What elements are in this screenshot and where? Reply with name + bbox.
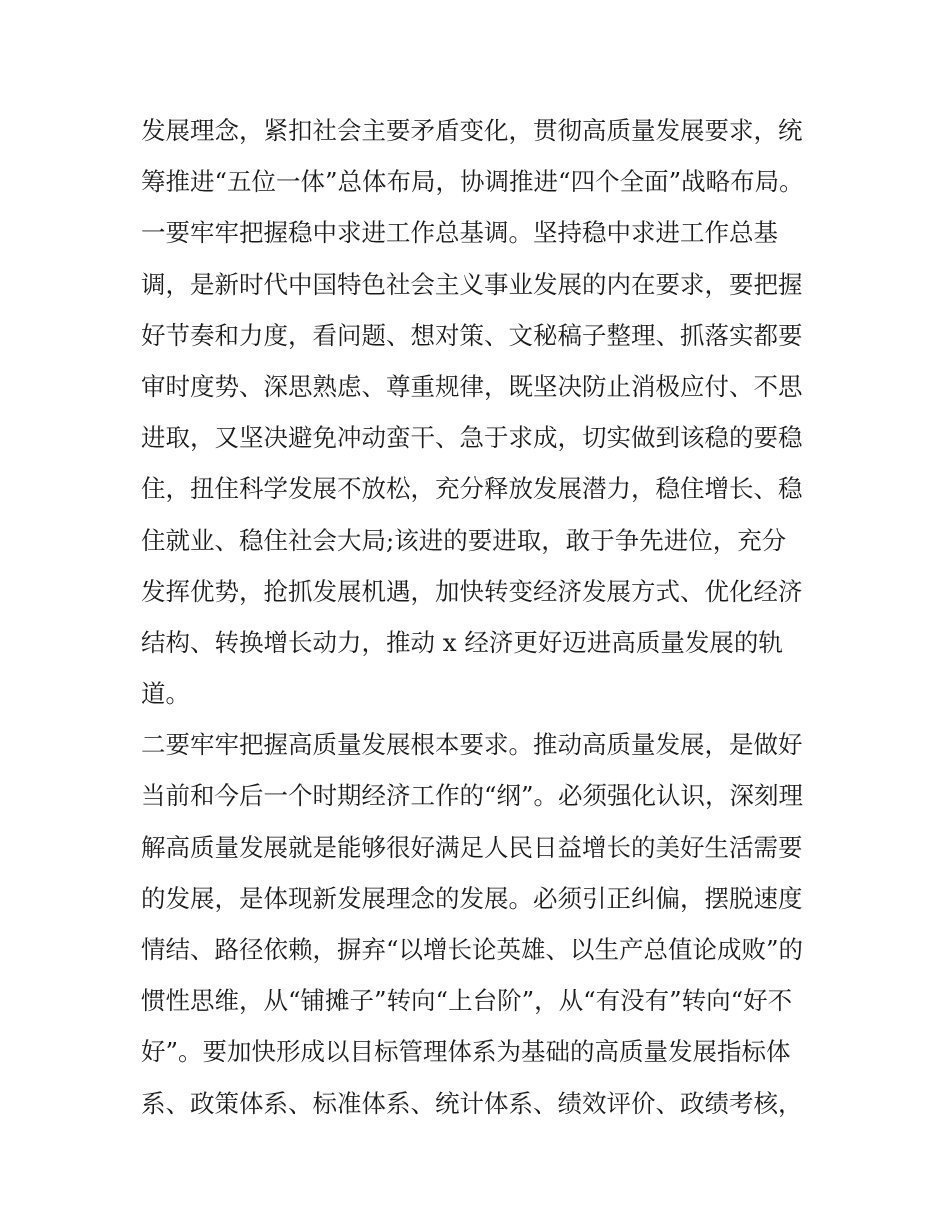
text-line: 二要牢牢把握高质量发展根本要求。推动高质量发展，是做好 <box>141 730 803 760</box>
text-line: 惯性思维，从“铺摊子”转向“上台阶”，从“有没有”转向“好不 <box>141 986 793 1016</box>
text-line: 道。 <box>141 679 190 709</box>
text-line: 住就业、稳住社会大局;该进的要进取，敢于争先进位，充分 <box>141 525 787 555</box>
text-line: 发挥优势，抢抓发展机遇，加快转变经济发展方式、优化经济 <box>141 576 803 606</box>
text-line: 住，扭住科学发展不放松，充分释放发展潜力，稳住增长、稳 <box>141 474 803 504</box>
body-text <box>141 105 821 1129</box>
text-line: 进取，又坚决避免冲动蛮干、急于求成，切实做到该稳的要稳 <box>141 423 803 453</box>
text-line: 好节奏和力度，看问题、想对策、文秘稿子整理、抓落实都要 <box>141 320 803 350</box>
text-line: 一要牢牢把握稳中求进工作总基调。坚持稳中求进工作总基 <box>141 218 778 248</box>
text-line: 情结、路径依赖，摒弃“以增长论英雄、以生产总值论成败”的 <box>141 935 804 964</box>
text-line: 好”。要加快形成以目标管理体系为基础的高质量发展指标体 <box>141 1037 791 1067</box>
text-line: 调，是新时代中国特色社会主义事业发展的内在要求，要把握 <box>141 269 803 299</box>
text-line: 系、政策体系、标准体系、统计体系、绩效评价、政绩考核， <box>141 1088 803 1118</box>
text-line: 当前和今后一个时期经济工作的“纲”。必须强化认识，深刻理 <box>141 781 804 811</box>
text-line: 的发展，是体现新发展理念的发展。必须引正纠偏，摆脱速度 <box>141 883 803 913</box>
text-line: 筹推进“五位一体”总体布局，协调推进“四个全面”战略布局。 <box>141 167 804 197</box>
text-line: 结构、转换增长动力，推动 x 经济更好迈进高质量发展的轨 <box>141 627 783 657</box>
text-line: 解高质量发展就是能够很好满足人民日益增长的美好生活需要 <box>141 832 803 862</box>
text-line: 审时度势、深思熟虑、尊重规律，既坚决防止消极应付、不思 <box>141 371 803 401</box>
text-line: 发展理念，紧扣社会主要矛盾变化，贯彻高质量发展要求，统 <box>141 116 803 145</box>
